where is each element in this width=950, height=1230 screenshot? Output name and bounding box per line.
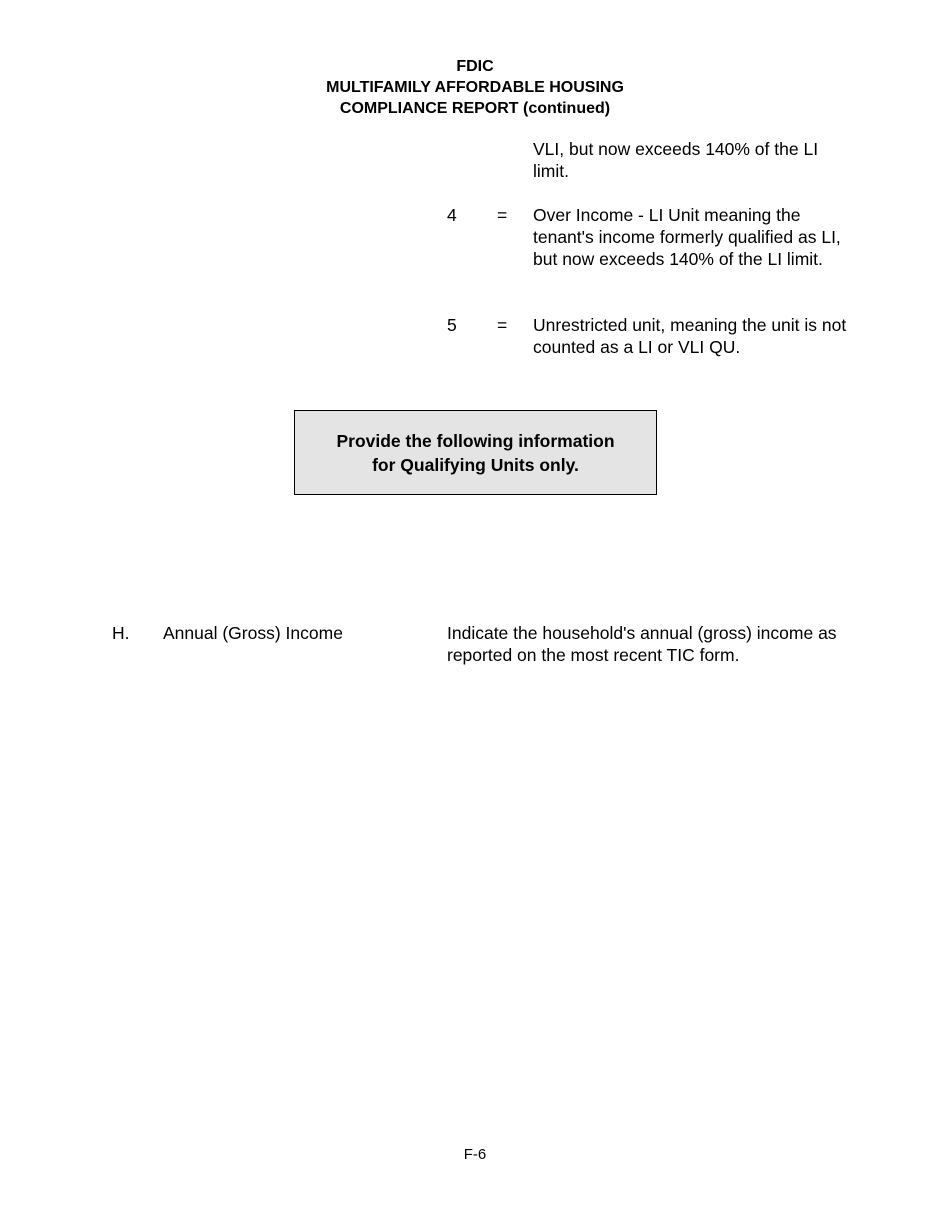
header-report-subtitle: COMPLIANCE REPORT (continued) xyxy=(339,100,611,117)
page-number: F-6 xyxy=(463,1146,487,1163)
code-equals-sign: = xyxy=(497,205,508,225)
code-description: Over Income - LI Unit meaning the tenant's income formerly qualified as LI, but now exceeds 140% of the LI limit. xyxy=(533,205,841,269)
code-description: Unrestricted unit, meaning the unit is not counted as a LI or VLI QU. xyxy=(533,315,847,357)
section-letter: H. xyxy=(112,623,130,643)
code-continuation-text: VLI, but now exceeds 140% of the LI limit. xyxy=(533,139,819,181)
code-equals-sign: = xyxy=(497,315,508,335)
notice-line-2: for Qualifying Units only. xyxy=(372,454,579,475)
code-number: 5 xyxy=(447,315,457,335)
code-number: 4 xyxy=(447,205,457,225)
qualifying-units-notice xyxy=(294,410,657,495)
page-header xyxy=(0,56,950,119)
header-report-name: MULTIFAMILY AFFORDABLE HOUSING xyxy=(326,79,624,96)
section-title: Annual (Gross) Income xyxy=(163,623,343,643)
notice-line-1: Provide the following information xyxy=(336,430,615,451)
section-description: Indicate the household's annual (gross) income as reported on the most recent TIC form. xyxy=(447,623,837,665)
header-agency: FDIC xyxy=(456,58,494,75)
